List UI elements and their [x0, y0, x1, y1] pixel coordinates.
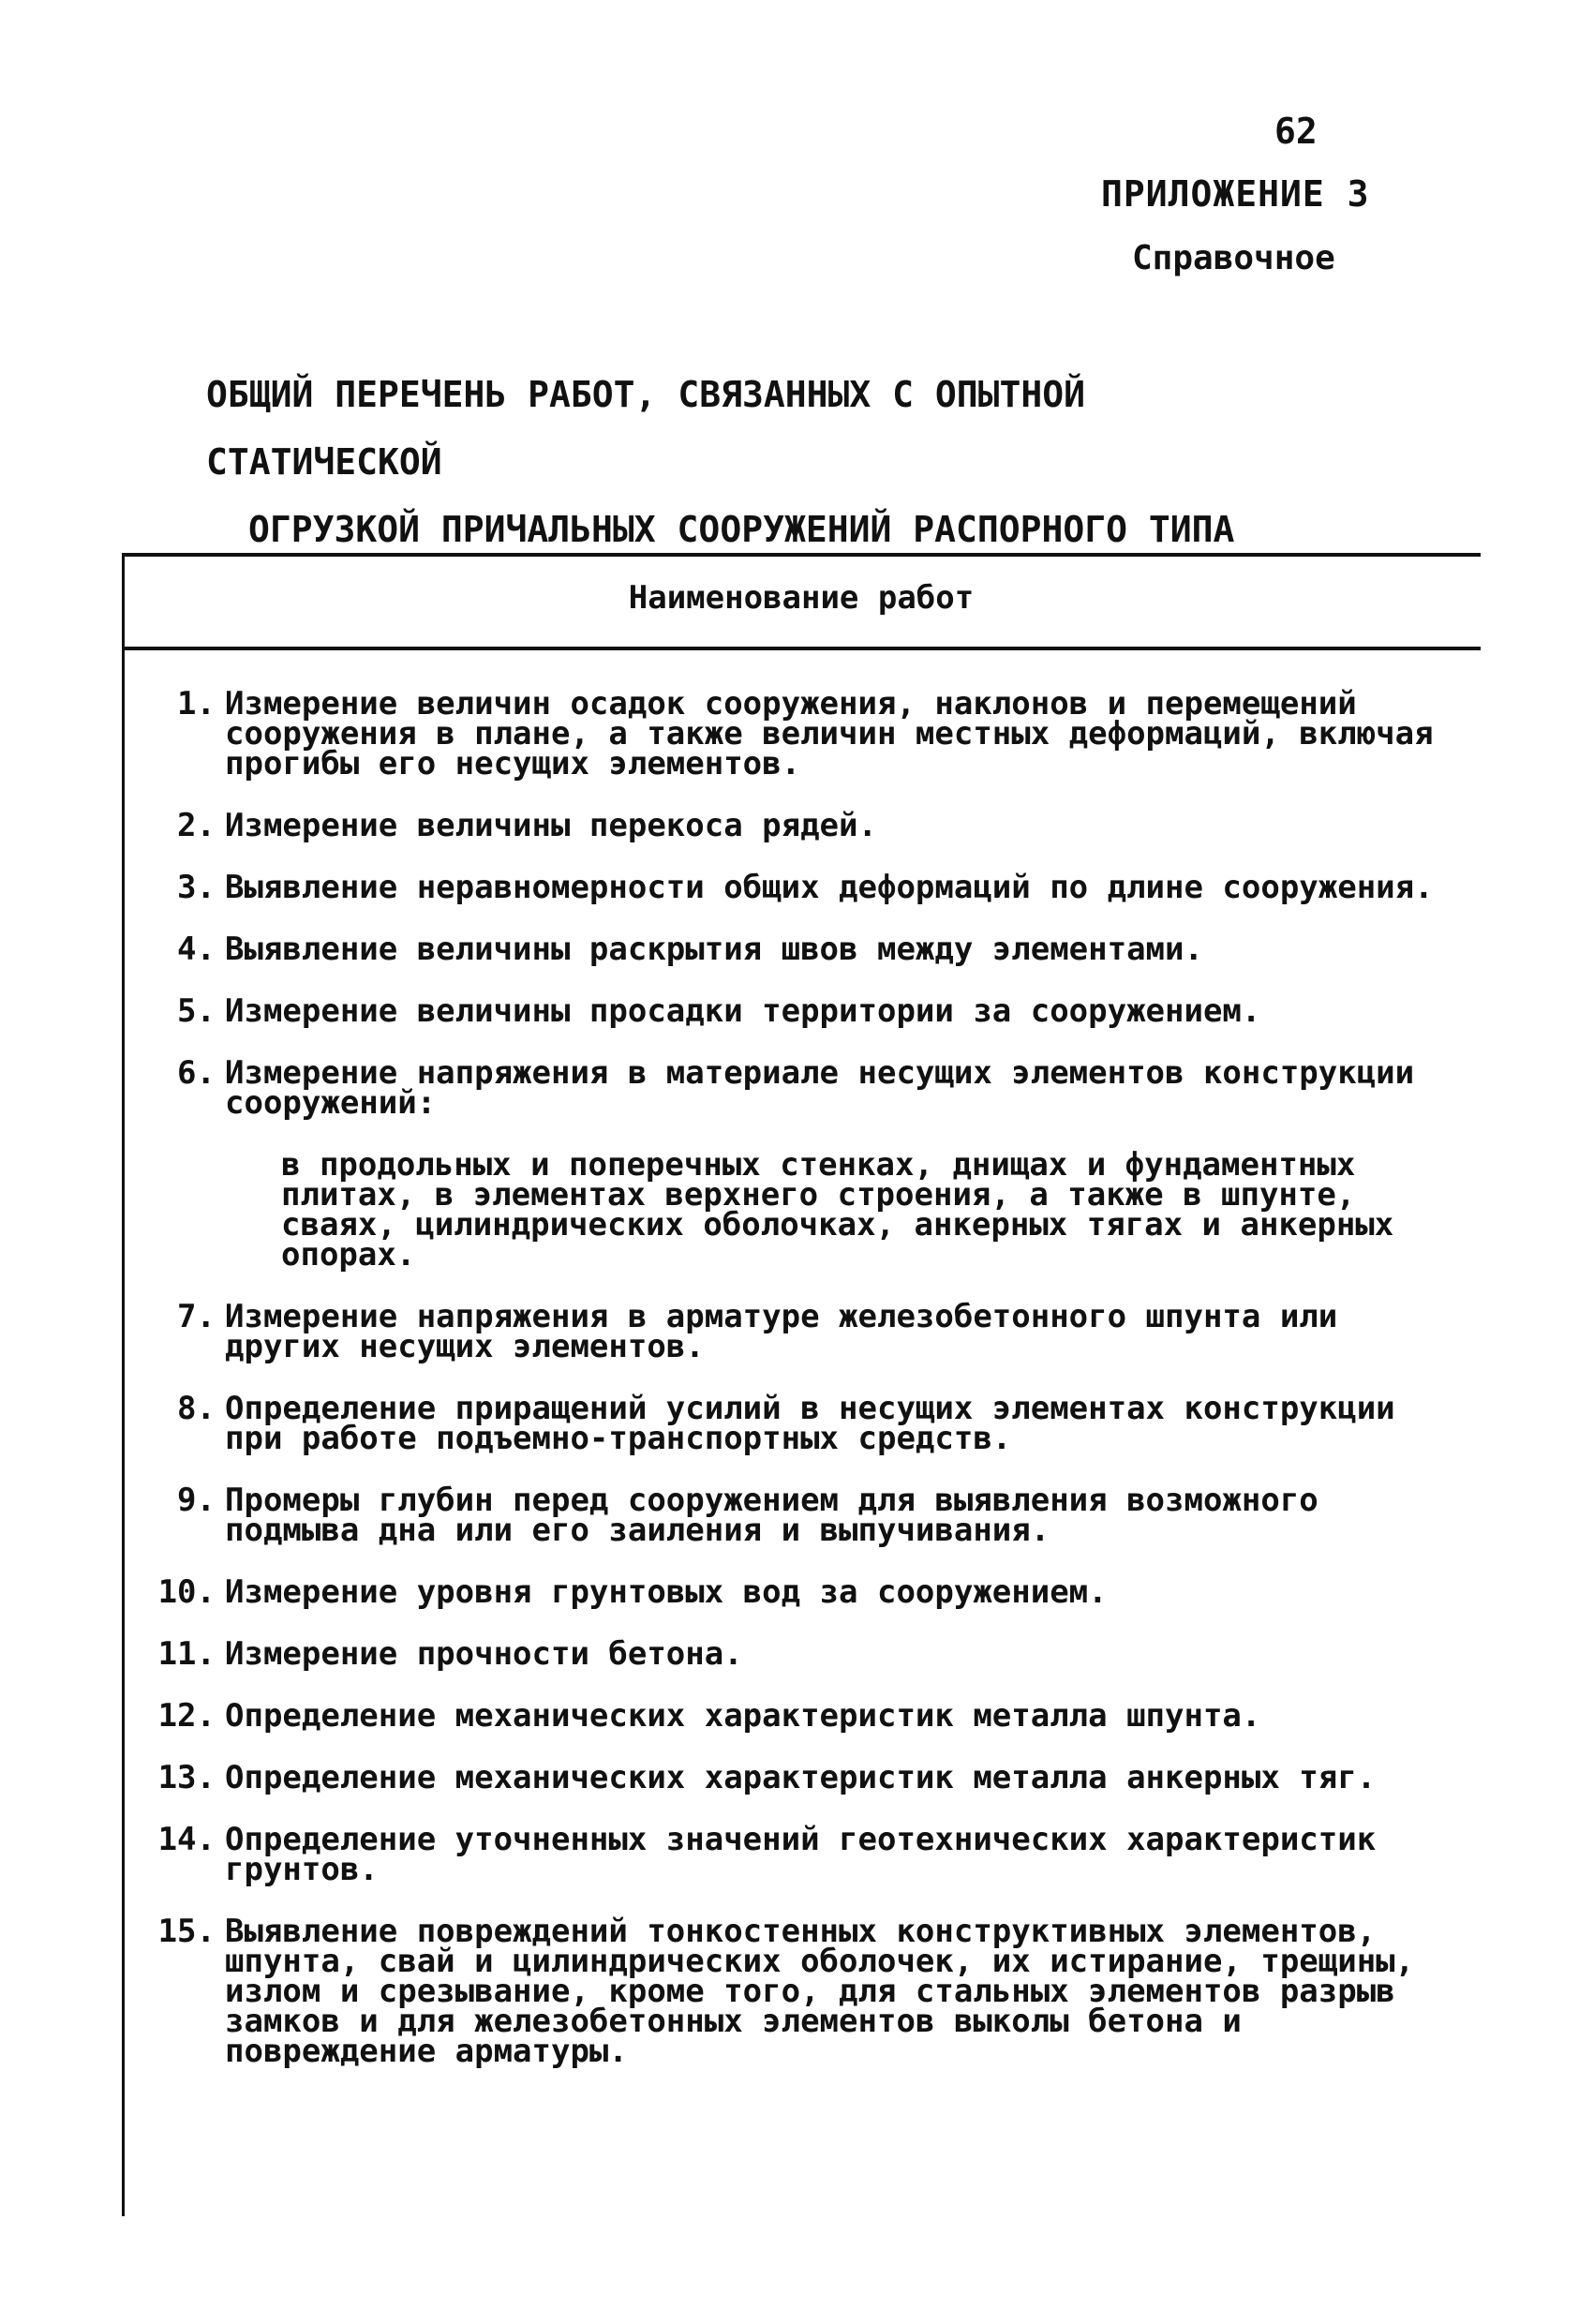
item-text: Промеры глубин перед сооружением для выявления возможного подмыва дна или его заиления и выпучивания. [225, 1482, 1318, 1549]
title-line-2: ОГРУЗКОЙ ПРИЧАЛЬНЫХ СООРУЖЕНИЙ РАСПОРНОГО ТИПА [248, 509, 1235, 550]
item-text: Измерение величины просадки территории за сооружением. [225, 992, 1261, 1030]
list-item [141, 931, 1481, 968]
item-number: 15. [157, 1913, 216, 1950]
item-number: 10. [157, 1573, 216, 1611]
list-item [141, 1759, 1481, 1796]
item-text-block [225, 1054, 1481, 1274]
item-text: Измерение прочности бетона. [225, 1635, 743, 1673]
item-text: Измерение уровня грунтовых вод за сооружением. [225, 1573, 1108, 1611]
list-item [141, 869, 1481, 906]
item-text: Измерение напряжения в материале несущих элементов конструкции сооружений: [225, 1054, 1415, 1122]
item-number: 1. [177, 685, 216, 723]
item-number: 3. [177, 869, 216, 906]
work-items-list [141, 685, 1481, 2098]
item-number: 11. [157, 1635, 216, 1673]
list-item [141, 1821, 1481, 1888]
page-number: 62 [1274, 111, 1318, 152]
list-item [141, 685, 1481, 782]
title-line-1: ОБЩИЙ ПЕРЕЧЕНЬ РАБОТ, СВЯЗАННЫХ С ОПЫТНОЙ СТАТИЧЕСКОЙ [206, 374, 1085, 483]
list-item [141, 1635, 1481, 1673]
item-number: 5. [177, 992, 216, 1030]
document-title [206, 361, 1331, 563]
item-text: Определение механических характеристик металла анкерных тяг. [225, 1759, 1377, 1796]
item-text: Определение механических характеристик металла шпунта. [225, 1697, 1261, 1735]
list-item [141, 1482, 1481, 1549]
item-text: Измерение напряжения в арматуре железобетонного шпунта или других несущих элементов. [225, 1298, 1338, 1365]
item-number: 4. [177, 931, 216, 968]
table-left-border [122, 553, 125, 2216]
item-text: Определение уточненных значений геотехнических характеристик грунтов. [225, 1821, 1377, 1888]
reference-label: Справочное [1132, 239, 1335, 277]
item-text: Определение приращений усилий в несущих элементах конструкции при работе подъемно-транспортных средств. [225, 1390, 1395, 1457]
list-item [141, 1054, 1481, 1274]
table-header-separator [122, 647, 1481, 650]
item-text: Выявление неравномерности общих деформаций по длине сооружения. [225, 869, 1434, 906]
item-subtext: в продольных и поперечных стенках, днищах и фундаментных плитах, в элементах верхнего строения, а также в шпунте, сваях, цилиндрических оболочках, анкерных тягах и анкерных опорах. [281, 1146, 1394, 1274]
item-number: 2. [177, 807, 216, 844]
item-text: Измерение величин осадок сооружения, наклонов и перемещений сооружения в плане, а также величин местных деформаций, включая прогибы его несущих элементов. [225, 685, 1434, 782]
item-text: Выявление повреждений тонкостенных конструктивных элементов, шпунта, свай и цилиндрических оболочек, их истирание, трещины, излом и срезывание, кроме того, для стальных элементов разрыв замков и для железобетонных элементов выколы бетона и повреждение арматуры. [225, 1913, 1415, 2070]
list-item [141, 1390, 1481, 1457]
list-item [141, 1298, 1481, 1365]
item-text: Выявление величины раскрытия швов между элементами. [225, 931, 1203, 968]
appendix-label: ПРИЛОЖЕНИЕ 3 [1101, 173, 1370, 215]
item-number: 9. [177, 1482, 216, 1519]
list-item [141, 992, 1481, 1030]
list-item [141, 1913, 1481, 2070]
item-text: Измерение величины перекоса рядей. [225, 807, 877, 844]
table-top-border [122, 553, 1481, 557]
item-number: 8. [177, 1390, 216, 1427]
item-number: 14. [157, 1821, 216, 1858]
item-number: 13. [157, 1759, 216, 1796]
list-item [141, 1573, 1481, 1611]
column-header: Наименование работ [628, 579, 975, 617]
list-item [141, 807, 1481, 844]
item-number: 12. [157, 1697, 216, 1735]
list-item [141, 1697, 1481, 1735]
item-number: 6. [177, 1054, 216, 1092]
item-number: 7. [177, 1298, 216, 1335]
